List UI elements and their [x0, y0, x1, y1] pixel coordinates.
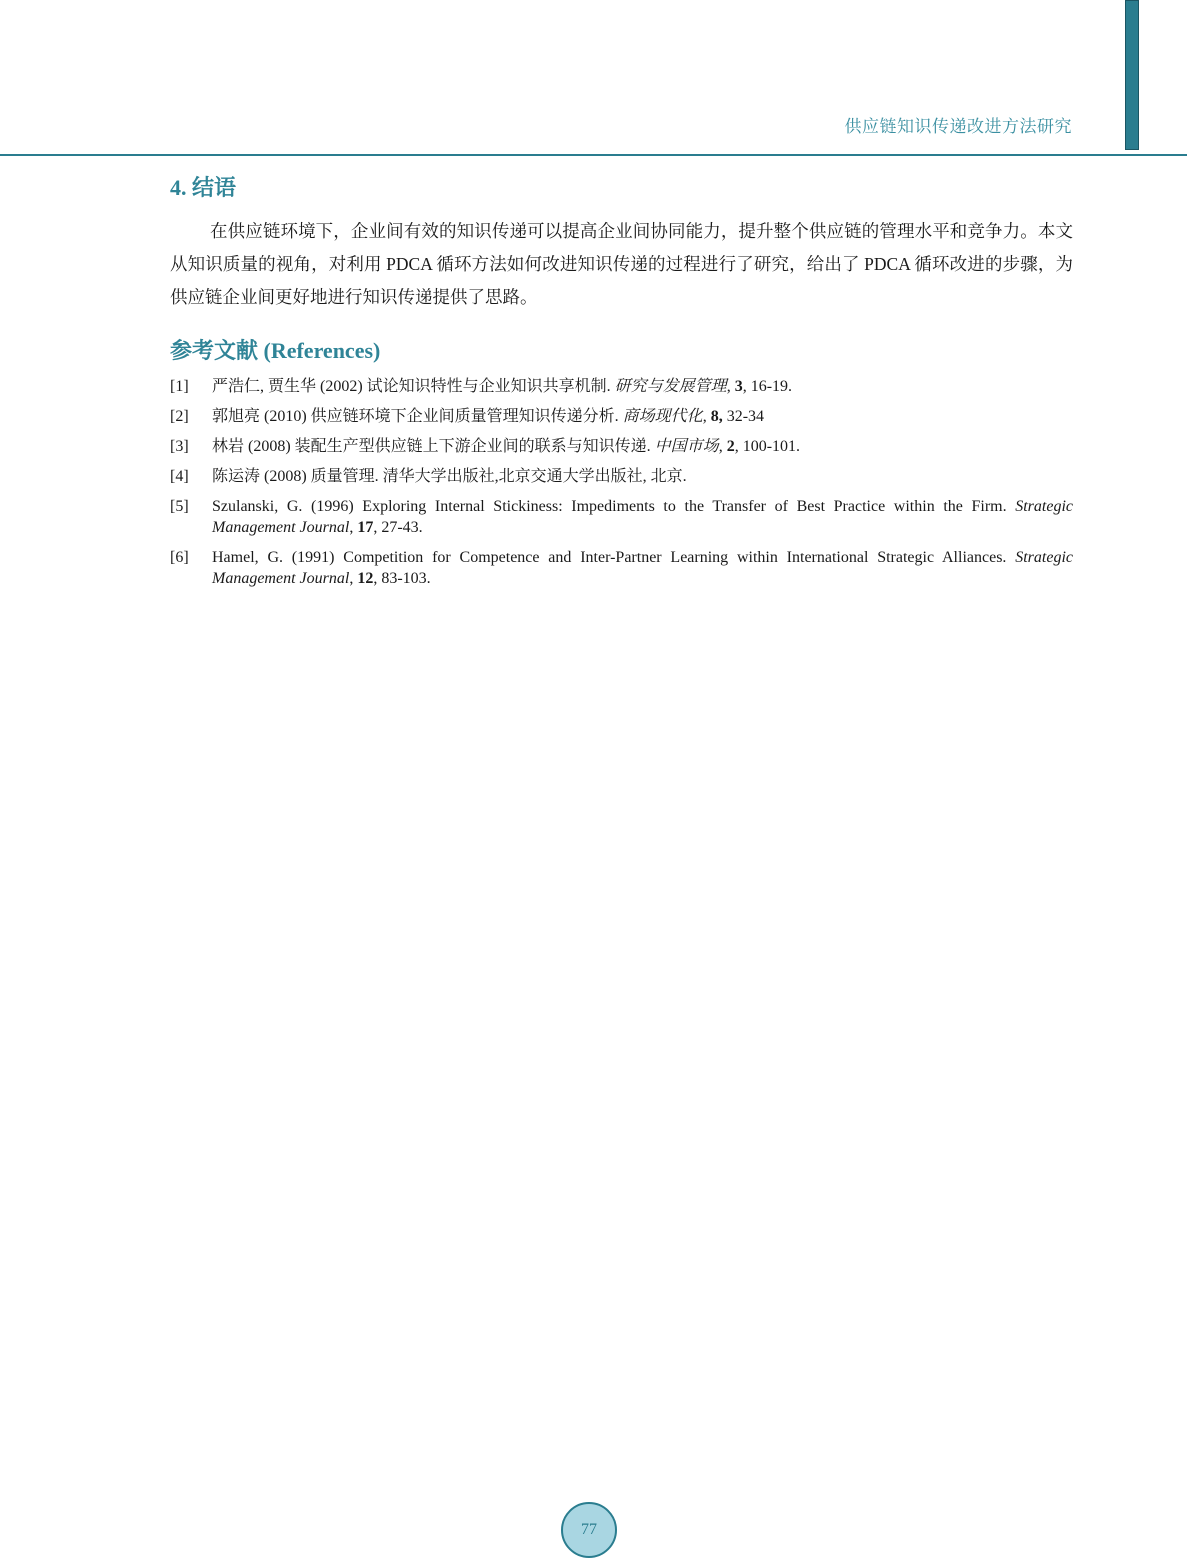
reference-item — [170, 466, 1073, 487]
reference-pages: , 27-43. — [373, 519, 423, 536]
header-accent-bar — [1125, 0, 1139, 150]
reference-volume: 3 — [734, 378, 743, 395]
reference-pages: 32-34 — [722, 408, 765, 425]
page-number: 77 — [581, 1521, 597, 1538]
reference-volume: 8, — [710, 408, 723, 425]
reference-item — [170, 547, 1073, 589]
reference-item — [170, 436, 1073, 457]
reference-text — [212, 406, 1073, 427]
conclusion-paragraph: 在供应链环境下，企业间有效的知识传递可以提高企业间协同能力，提升整个供应链的管理水平和竞争力。本文从知识质量的视角，对利用 PDCA 循环方法如何改进知识传递的过程进行了研究，给出了 PDCA 循环改进的步骤，为供应链企业间更好地进行知识传递提供了思路。 — [170, 221, 1073, 307]
reference-volume: 12 — [357, 570, 374, 587]
reference-separator: , — [349, 519, 358, 536]
reference-text — [212, 466, 1073, 487]
reference-pages: , 100-101. — [734, 438, 801, 455]
reference-journal: 商场现代化 — [622, 408, 703, 425]
reference-authors-title: 严浩仁, 贾生华 (2002) 试论知识特性与企业知识共享机制. — [212, 378, 615, 395]
reference-pages: , 16-19. — [742, 378, 793, 395]
reference-journal: 中国市场 — [654, 438, 719, 455]
reference-separator: , — [718, 438, 727, 455]
reference-authors-title: 郭旭亮 (2010) 供应链环境下企业间质量管理知识传递分析. — [212, 408, 623, 425]
reference-journal: Strategic Management Journal — [212, 498, 1073, 536]
reference-text — [212, 496, 1073, 538]
reference-number: [3] — [170, 438, 189, 455]
reference-volume: 17 — [357, 519, 374, 536]
reference-authors-title: Szulanski, G. (1996) Exploring Internal Stickiness: Impediments to the Transfer of Best Practice within the Firm. — [212, 498, 1016, 515]
reference-item — [170, 496, 1073, 538]
reference-volume: 2 — [726, 438, 735, 455]
reference-authors-title: 陈运涛 (2008) 质量管理. 清华大学出版社,北京交通大学出版社, 北京. — [212, 468, 687, 485]
reference-item — [170, 406, 1073, 427]
reference-authors-title: 林岩 (2008) 装配生产型供应链上下游企业间的联系与知识传递. — [212, 438, 655, 455]
reference-number: [5] — [170, 498, 189, 515]
page-number-badge — [561, 1502, 617, 1558]
reference-pages: , 83-103. — [373, 570, 431, 587]
reference-separator: , — [349, 570, 358, 587]
reference-separator: , — [702, 408, 711, 425]
reference-journal: Strategic Management Journal — [212, 549, 1073, 587]
section-heading: 4. 结语 — [170, 175, 237, 200]
reference-text — [212, 436, 1073, 457]
reference-text — [212, 547, 1073, 589]
reference-number: [4] — [170, 468, 189, 485]
reference-authors-title: Hamel, G. (1991) Competition for Competence and Inter-Partner Learning within International Strategic Alliances. — [212, 549, 1016, 566]
running-head: 供应链知识传递改进方法研究 — [844, 117, 1072, 136]
header-rule — [0, 154, 1187, 156]
reference-journal: 研究与发展管理 — [614, 378, 727, 395]
reference-number: [6] — [170, 549, 189, 566]
reference-list — [170, 376, 1073, 598]
reference-separator: , — [726, 378, 735, 395]
reference-item — [170, 376, 1073, 397]
reference-text — [212, 376, 1073, 397]
reference-number: [2] — [170, 408, 189, 425]
reference-number: [1] — [170, 378, 189, 395]
references-heading: 参考文献 (References) — [170, 338, 381, 363]
